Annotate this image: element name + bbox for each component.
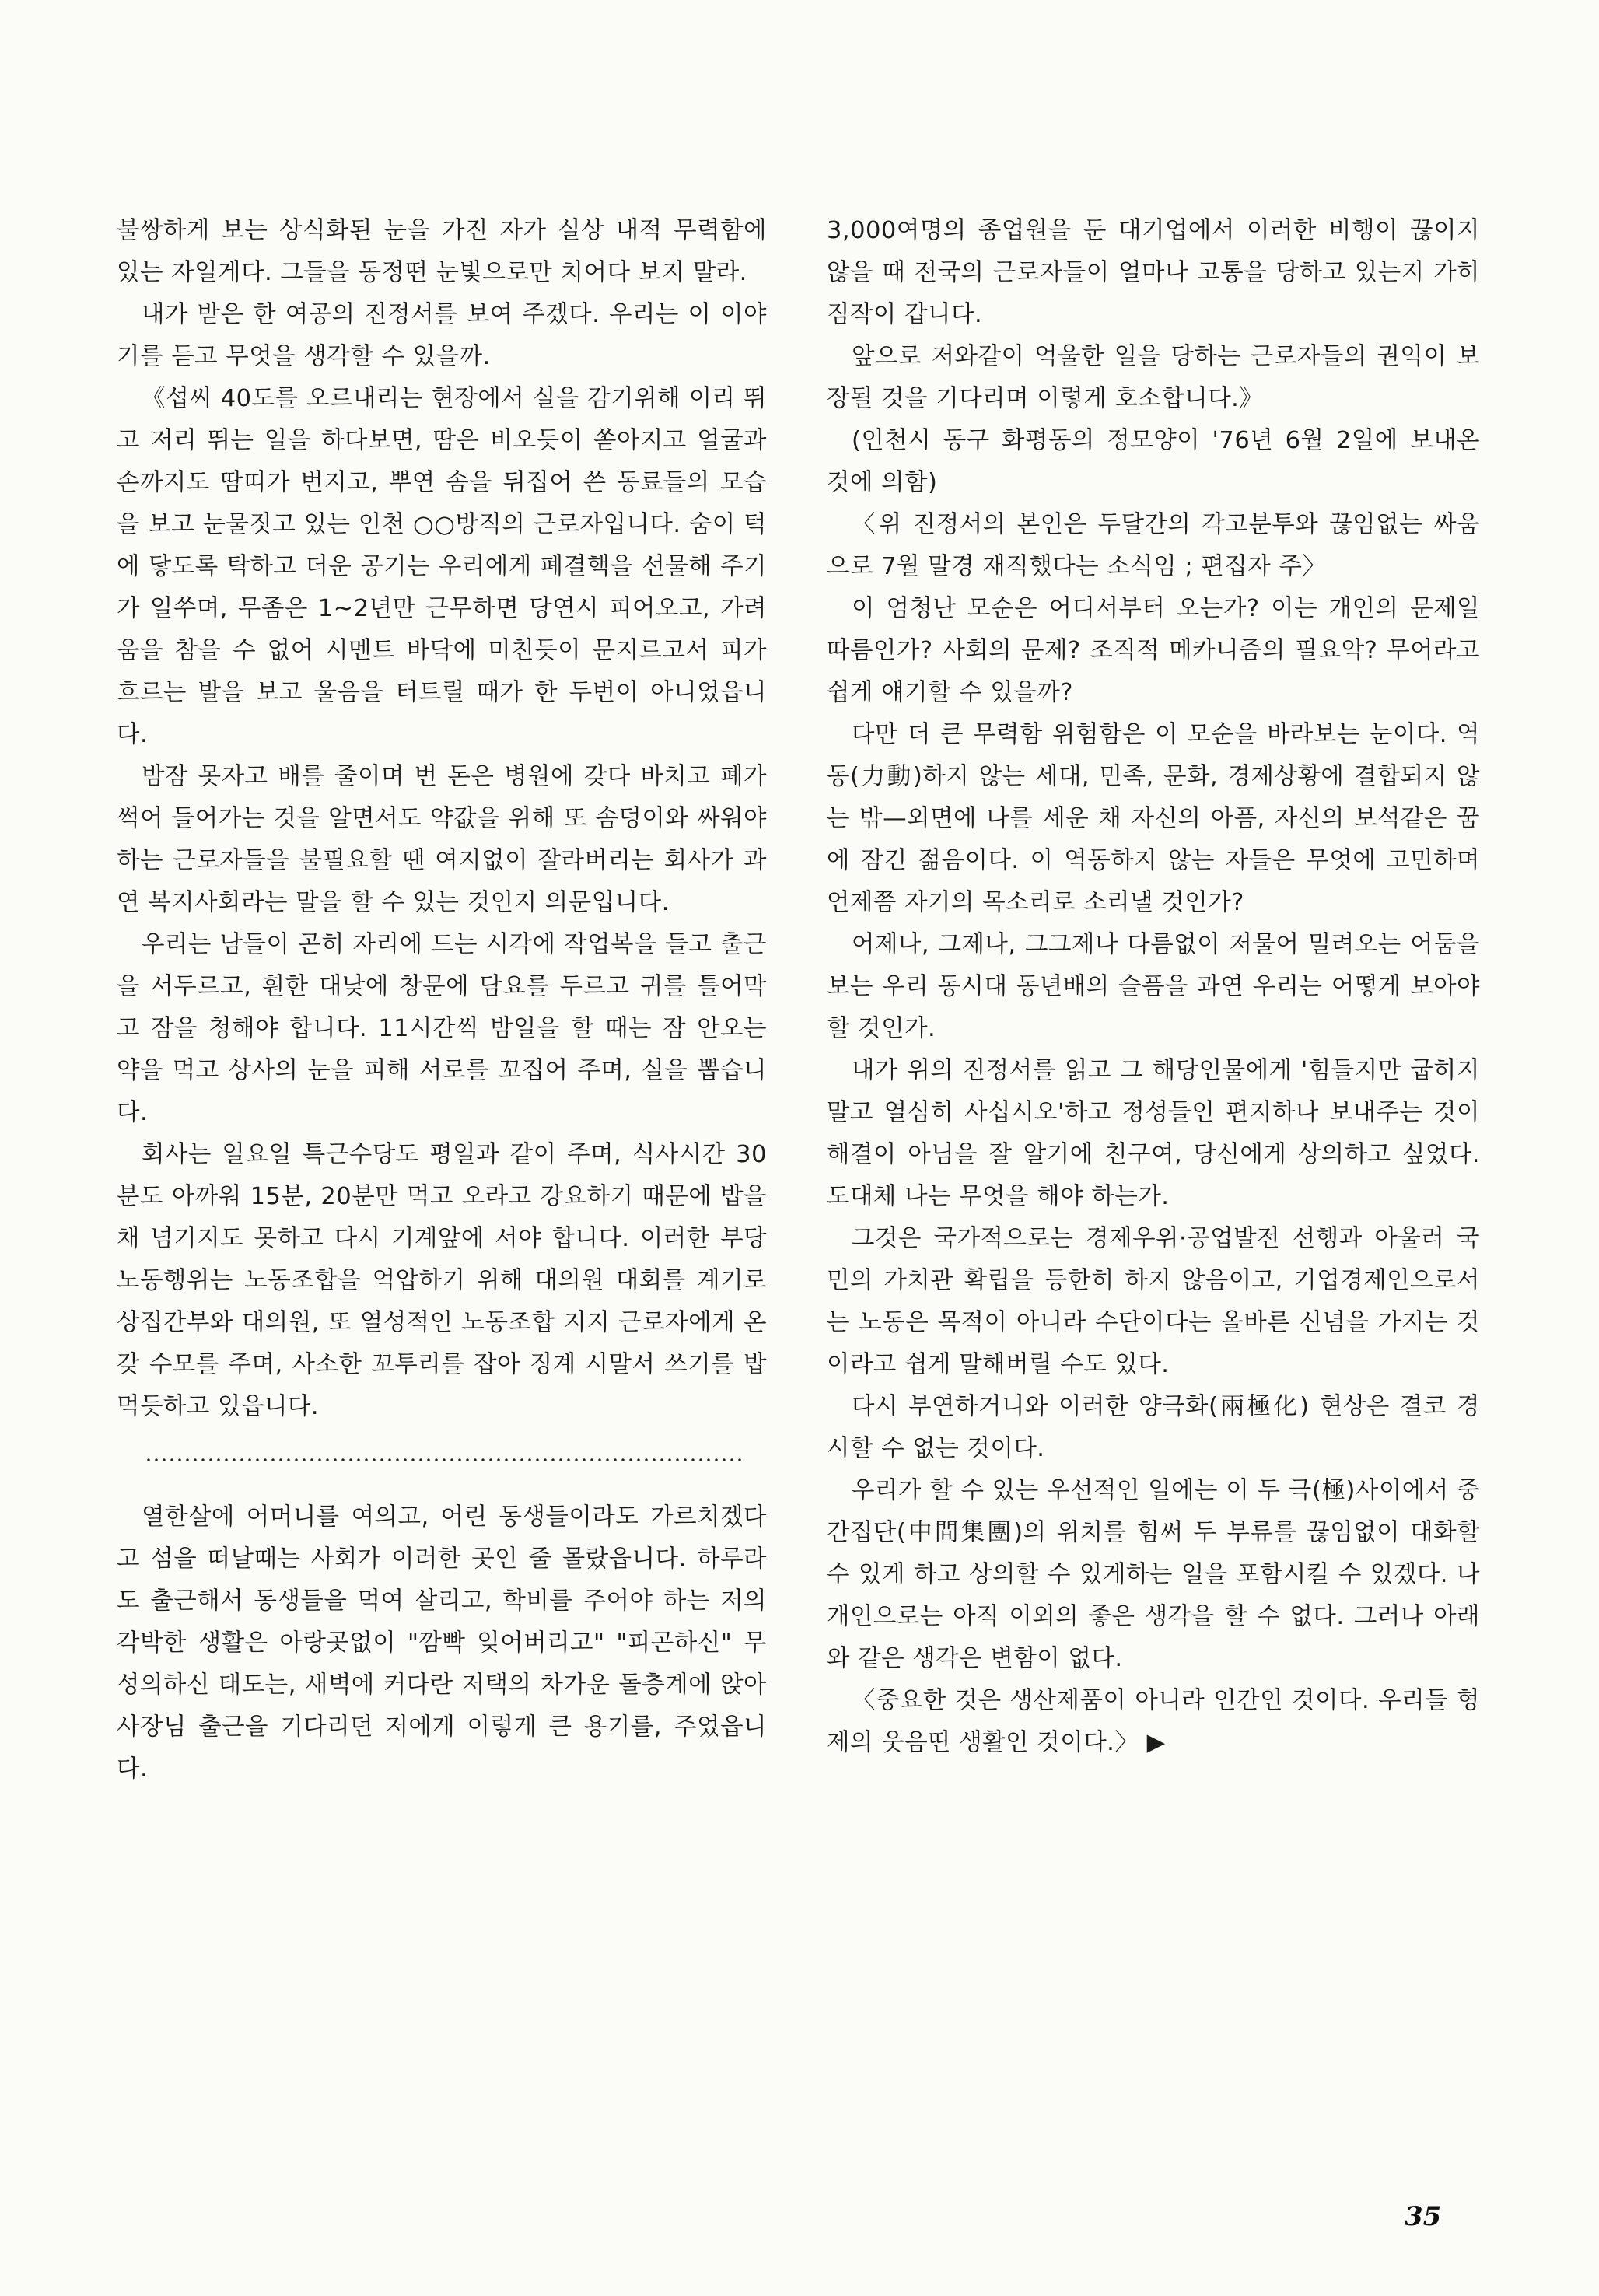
source-note: (인천시 동구 화평동의 정모양이 '76년 6월 2일에 보내온 것에 의함) (827, 427, 1480, 496)
paragraph: 다만 더 큰 무력함 위험함은 이 모순을 바라보는 눈이다. 역동(力動)하지 않는 세대, 민족, 문화, 경제상황에 결합되지 않는 밖—외면에 나를 세운 채 자신의 아픔, 자신의 보석같은 꿈에 잠긴 젊음이다. 이 역동하지 않는 자들은 무엇에 고민하며 언제쯤 자기의 목소리로 소리낼 것인가? (827, 721, 1480, 916)
petition-quote-paragraph: 열한살에 어머니를 여의고, 어린 동생들이라도 가르치겠다고 섬을 떠날때는 사회가 이러한 곳인 줄 몰랐읍니다. 하루라도 출근해서 동생들을 먹여 살리고, 학비를 주어야 하는 저의 각박한 생활은 아랑곳없이 "깜빡 잊어버리고" "피곤하신" 무성의하신 태도는, 새벽에 커다란 저택의 차가운 돌층계에 앉아 사장님 출근을 기다리던 저에게 이렇게 큰 용기를, 주었읍니다. (117, 1503, 767, 1783)
petition-quote-paragraph: 회사는 일요일 특근수당도 평일과 같이 주며, 식사시간 30분도 아까워 15분, 20분만 먹고 오라고 강요하기 때문에 밥을 채 넘기지도 못하고 다시 기계앞에 서야 합니다. 이러한 부당 노동행위는 노동조합을 억압하기 위해 대의원 대회를 계기로 상집간부와 대의원, 또 열성적인 노동조합 지지 근로자에게 온갖 수모를 주며, 사소한 꼬투리를 잡아 징계 시말서 쓰기를 밥먹듯하고 있읍니다. (117, 1141, 767, 1420)
paragraph: 우리가 할 수 있는 우선적인 일에는 이 두 극(極)사이에서 중간집단(中間集團)의 위치를 힘써 두 부류를 끊임없이 대화할 수 있게 하고 상의할 수 있게하는 일을 포함시킬 수 있겠다. 나 개인으로는 아직 이외의 좋은 생각을 할 수 없다. 그러나 아래와 같은 생각은 변함이 없다. (827, 1477, 1480, 1672)
editor-note: 〈위 진정서의 본인은 두달간의 각고분투와 끊임없는 싸움으로 7월 말경 재직했다는 소식임 ; 편집자 주〉 (827, 511, 1480, 580)
paragraph: 불쌍하게 보는 상식화된 눈을 가진 자가 실상 내적 무력함에 있는 자일게다. 그들을 동정떤 눈빛으로만 치어다 보지 말라. (117, 217, 767, 286)
page-number: 35 (1405, 2201, 1442, 2232)
right-column (827, 210, 1480, 1764)
paragraph: 다시 부연하거니와 이러한 양극화(兩極化) 현상은 결코 경시할 수 없는 것이다. (827, 1393, 1480, 1462)
paragraph: 어제나, 그제나, 그그제나 다름없이 저물어 밀려오는 어둠을 보는 우리 동시대 동년배의 슬픔을 과연 우리는 어떻게 보아야 할 것인가. (827, 931, 1480, 1042)
paragraph: 내가 받은 한 여공의 진정서를 보여 주겠다. 우리는 이 이야기를 듣고 무엇을 생각할 수 있을까. (117, 301, 767, 370)
petition-quote-paragraph: 앞으로 저와같이 억울한 일을 당하는 근로자들의 권익이 보장될 것을 기다리며 이렇게 호소합니다.》 (827, 343, 1480, 412)
petition-quote-paragraph: 밤잠 못자고 배를 줄이며 번 돈은 병원에 갖다 바치고 폐가 썩어 들어가는 것을 알면서도 약값을 위해 또 솜덩이와 싸워야하는 근로자들을 불필요할 땐 여지없이 잘라버리는 회사가 과연 복지사회라는 말을 할 수 있는 것인지 의문입니다. (117, 763, 767, 916)
dotted-separator (145, 1436, 744, 1478)
petition-quote-paragraph: 《섭씨 40도를 오르내리는 현장에서 실을 감기위해 이리 뛰고 저리 뛰는 일을 하다보면, 땀은 비오듯이 쏟아지고 얼굴과 손까지도 땀띠가 번지고, 뿌연 솜을 뒤집어 쓴 동료들의 모습을 보고 눈물짓고 있는 인천 ○○방직의 근로자입니다. 숨이 턱에 닿도록 탁하고 더운 공기는 우리에게 폐결핵을 선물해 주기가 일쑤며, 무좀은 1~2년만 근무하면 당연시 피어오고, 가려움을 참을 수 없어 시멘트 바닥에 미친듯이 문지르고서 피가 흐르는 발을 보고 울음을 터트릴 때가 한 두번이 아니었읍니다. (117, 385, 767, 748)
paragraph: 이 엄청난 모순은 어디서부터 오는가? 이는 개인의 문제일 따름인가? 사회의 문제? 조직적 메카니즘의 필요악? 무어라고 쉽게 얘기할 수 있을까? (827, 595, 1480, 706)
left-column (117, 210, 767, 1790)
petition-quote-paragraph: 3,000여명의 종업원을 둔 대기업에서 이러한 비행이 끊이지 않을 때 전국의 근로자들이 얼마나 고통을 당하고 있는지 가히 짐작이 갑니다. (827, 217, 1480, 328)
petition-quote-paragraph: 우리는 남들이 곤히 자리에 드는 시각에 작업복을 들고 출근을 서두르고, 훤한 대낮에 창문에 담요를 두르고 귀를 틀어막고 잠을 청해야 합니다. 11시간씩 밤일을 할 때는 잠 안오는 약을 먹고 상사의 눈을 피해 서로를 꼬집어 주며, 실을 뽑습니다. (117, 931, 767, 1126)
paragraph: 그것은 국가적으로는 경제우위·공업발전 선행과 아울러 국민의 가치관 확립을 등한히 하지 않음이고, 기업경제인으로서는 노동은 목적이 아니라 수단이다는 올바른 신념을 가지는 것이라고 쉽게 말해버릴 수도 있다. (827, 1225, 1480, 1378)
paragraph: 내가 위의 진정서를 읽고 그 해당인물에게 '힘들지만 굽히지 말고 열심히 사십시오'하고 정성들인 편지하나 보내주는 것이 해결이 아님을 잘 알기에 친구여, 당신에게 상의하고 싶었다. 도대체 나는 무엇을 해야 하는가. (827, 1057, 1480, 1210)
closing-quote-paragraph: 〈중요한 것은 생산제품이 아니라 인간인 것이다. 우리들 형제의 웃음띤 생활인 것이다.〉 ▶ (827, 1687, 1480, 1756)
